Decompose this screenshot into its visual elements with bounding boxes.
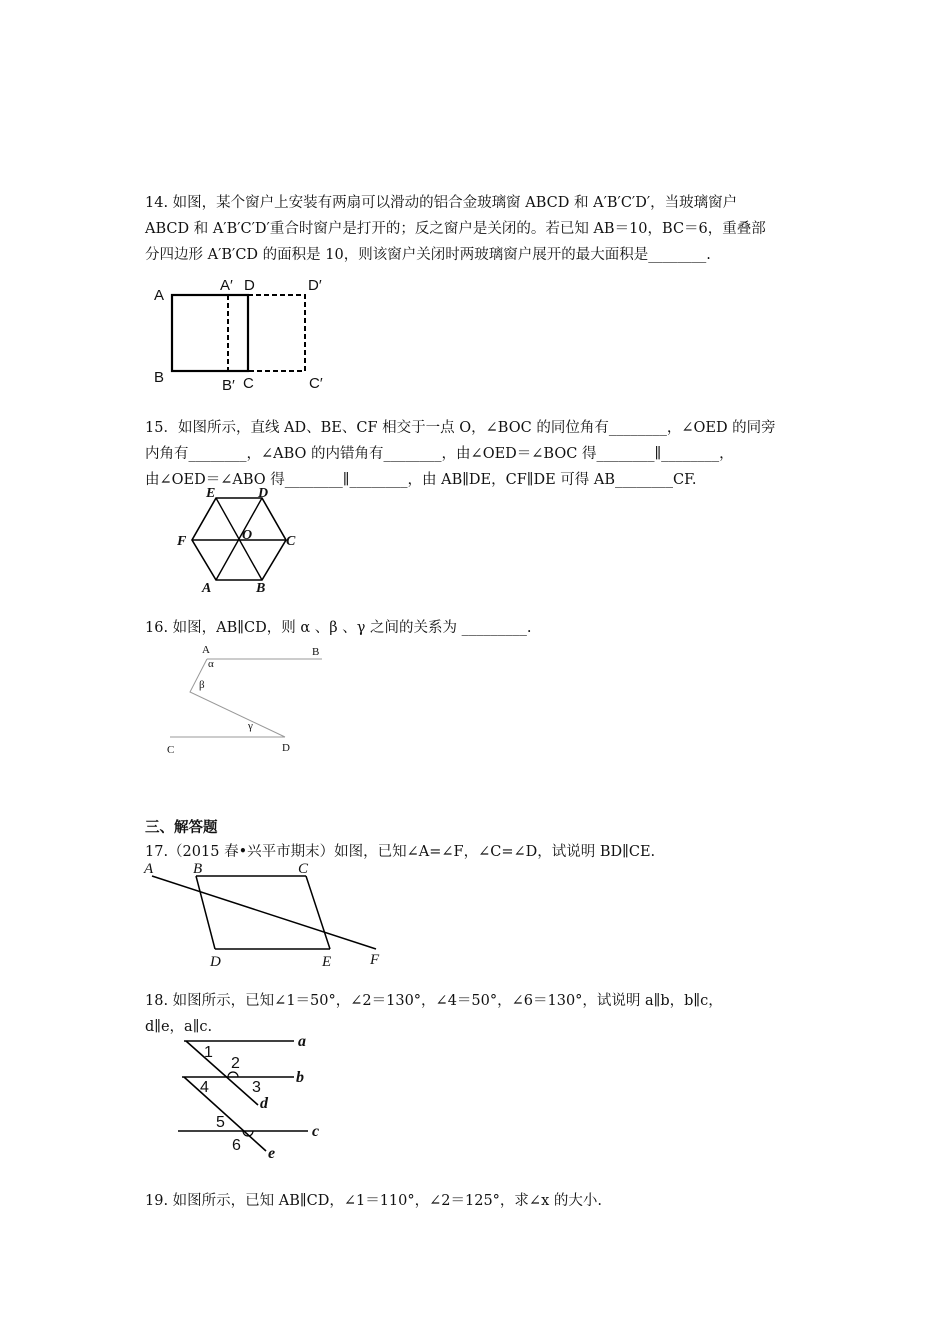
label-D: D <box>282 742 290 754</box>
question-16-text <box>145 615 810 641</box>
label-A: A <box>154 287 165 304</box>
label-2: 2 <box>231 1055 240 1072</box>
label-E: E <box>206 486 216 501</box>
question-14-line-3: 分四边形 A′B′CD 的面积是 10，则该窗户关闭时两玻璃窗户展开的最大面积是________. <box>145 247 711 263</box>
label-6: 6 <box>232 1137 241 1154</box>
question-19-text <box>145 1188 810 1214</box>
question-16-figure <box>160 640 340 765</box>
label-e: e <box>268 1145 276 1162</box>
label-gamma: γ <box>248 720 253 732</box>
line-d <box>186 1041 258 1105</box>
question-15-text <box>145 415 810 493</box>
label-beta: β <box>199 679 205 691</box>
label-A: A <box>144 861 154 877</box>
line-CE <box>306 876 330 949</box>
label-A: A <box>202 644 210 656</box>
broken-line-A-D <box>190 659 285 737</box>
section-3-heading: 三、解答题 <box>145 819 218 836</box>
question-14-line-1: 14. 如图，某个窗户上安装有两扇可以滑动的铝合金玻璃窗 ABCD 和 A′B′C′D′，当玻璃窗户 <box>145 195 738 211</box>
label-b: b <box>296 1069 304 1086</box>
label-C-prime: C′ <box>309 375 323 392</box>
question-14-text <box>145 190 810 268</box>
label-B: B <box>154 369 165 386</box>
label-a: a <box>298 1033 306 1050</box>
label-d: d <box>260 1095 268 1112</box>
label-B: B <box>312 646 320 658</box>
question-15-line-2: 内角有________，∠ABO 的内错角有________，由∠OED＝∠BOC 得________∥________， <box>145 446 734 462</box>
question-18-line-2: d∥e，a∥c. <box>145 1019 213 1035</box>
question-18-line-1: 18. 如图所示，已知∠1＝50°，∠2＝130°，∠4＝50°，∠6＝130°，试说明 a∥b，b∥c， <box>145 993 723 1009</box>
label-5: 5 <box>216 1114 225 1131</box>
label-D: D <box>210 954 221 970</box>
label-C: C <box>167 744 175 756</box>
label-A: A <box>202 581 212 596</box>
label-B-prime: B′ <box>222 377 235 394</box>
question-17-line-1: 17.（2015 春•兴平市期末）如图，已知∠A=∠F，∠C=∠D，试说明 BD∥CE. <box>145 844 656 860</box>
label-O: O <box>242 528 253 543</box>
label-F: F <box>177 534 187 549</box>
question-16-line-1: 16. 如图，AB∥CD，则 α 、β 、γ 之间的关系为 _________. <box>145 620 532 636</box>
question-19-line-1: 19. 如图所示，已知 AB∥CD，∠1＝110°，∠2＝125°，求∠x 的大小. <box>145 1193 602 1209</box>
question-17-figure <box>140 860 390 970</box>
label-alpha: α <box>208 658 214 670</box>
question-18-figure <box>170 1030 330 1165</box>
window-abcd <box>172 295 248 371</box>
label-E: E <box>322 954 332 970</box>
label-C: C <box>298 861 309 877</box>
label-D-prime: D′ <box>308 277 322 294</box>
label-F: F <box>370 952 380 968</box>
label-A-prime: A′ <box>220 277 233 294</box>
label-3: 3 <box>252 1079 261 1096</box>
question-15-figure <box>170 486 310 601</box>
label-1: 1 <box>204 1044 213 1061</box>
label-c: c <box>312 1123 320 1140</box>
question-14-line-2: ABCD 和 A′B′C′D′重合时窗户是打开的；反之窗户是关闭的。若已知 AB＝10，BC＝6，重叠部 <box>145 221 766 237</box>
question-15-line-3: 由∠OED＝∠ABO 得________∥________，由 AB∥DE，CF∥DE 可得 AB________CF. <box>145 472 697 488</box>
question-14-figure <box>140 270 340 400</box>
label-D: D <box>258 486 269 501</box>
line-AF <box>152 876 376 949</box>
question-15-line-1: 15．如图所示，直线 AD、BE、CF 相交于一点 O，∠BOC 的同位角有________，∠OED 的同旁 <box>145 420 776 436</box>
window-a1b1c1d1-dashed <box>248 295 305 371</box>
label-B: B <box>193 861 203 877</box>
label-C: C <box>286 534 296 549</box>
label-4: 4 <box>200 1079 209 1096</box>
line-BD <box>196 876 215 949</box>
label-B: B <box>256 581 266 596</box>
label-D: D <box>244 277 255 294</box>
label-C: C <box>243 375 254 392</box>
